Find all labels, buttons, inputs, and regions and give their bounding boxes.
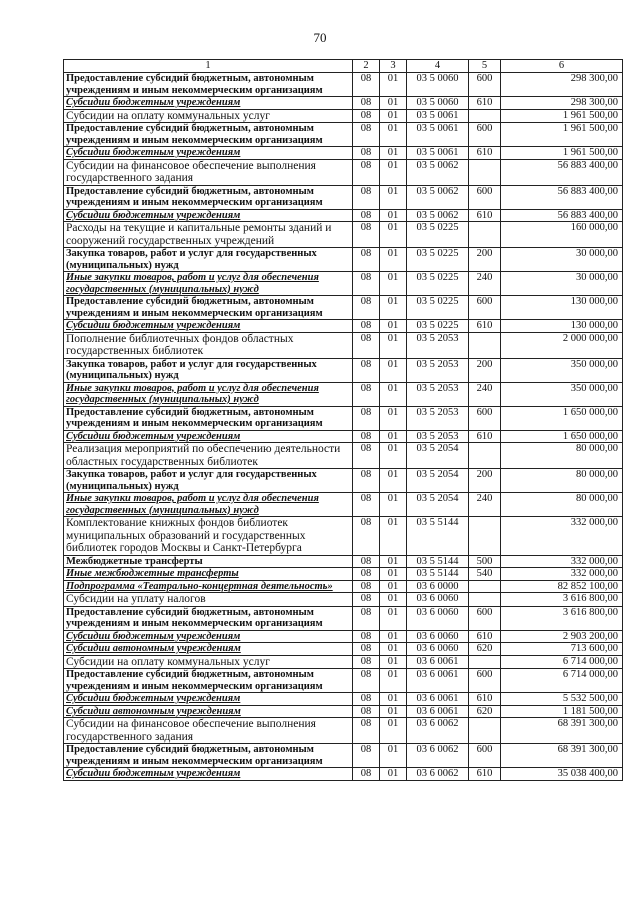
expense-type-code: 240 [469,272,501,296]
section-code: 08 [353,643,380,656]
section-code: 08 [353,705,380,718]
expense-type-code: 610 [469,97,501,110]
table-row [64,123,623,147]
target-article-code: 03 6 0062 [407,744,469,768]
row-name: Межбюджетные трансферты [64,555,353,568]
subsection-code: 01 [380,469,407,493]
row-name: Подпрограмма «Театрально-концертная деятельность» [64,580,353,593]
page-number: 70 [313,30,327,45]
row-name: Субсидии автономным учреждениям [64,705,353,718]
target-article-code: 03 5 2053 [407,406,469,430]
target-article-code: 03 5 0225 [407,296,469,320]
target-article-code: 03 5 0062 [407,159,469,185]
amount: 1 961 500,00 [501,109,623,123]
amount: 1 181 500,00 [501,705,623,718]
expense-type-code: 600 [469,744,501,768]
row-name: Субсидии на уплату налогов [64,593,353,607]
section-code: 08 [353,469,380,493]
target-article-code: 03 5 2053 [407,358,469,382]
section-code: 08 [353,655,380,669]
expense-type-code [469,222,501,248]
target-article-code: 03 6 0062 [407,768,469,781]
subsection-code: 01 [380,222,407,248]
expense-type-code [469,718,501,744]
amount: 56 883 400,00 [501,159,623,185]
subsection-code: 01 [380,73,407,97]
column-header-1: 1 [64,60,353,73]
row-name: Субсидии бюджетным учреждениям [64,630,353,643]
row-name: Предоставление субсидий бюджетным, автономным учреждениям и иным некоммерческим организациям [64,296,353,320]
table-row [64,568,623,581]
row-name: Реализация мероприятий по обеспечению деятельности областных государственных библиотек [64,443,353,469]
table-row [64,97,623,110]
amount: 1 650 000,00 [501,430,623,443]
amount: 80 000,00 [501,493,623,517]
target-article-code: 03 5 2054 [407,469,469,493]
subsection-code: 01 [380,493,407,517]
table-row [64,109,623,123]
target-article-code: 03 5 0060 [407,97,469,110]
section-code: 08 [353,555,380,568]
column-header-4: 4 [407,60,469,73]
section-code: 08 [353,159,380,185]
expense-type-code: 600 [469,669,501,693]
target-article-code: 03 6 0061 [407,705,469,718]
subsection-code: 01 [380,744,407,768]
subsection-code: 01 [380,332,407,358]
target-article-code: 03 5 0060 [407,73,469,97]
row-name: Иные закупки товаров, работ и услуг для обеспечения государственных (муниципальных) нужд [64,272,353,296]
row-name: Субсидии на оплату коммунальных услуг [64,655,353,669]
table-row [64,669,623,693]
target-article-code: 03 5 5144 [407,517,469,556]
section-code: 08 [353,693,380,706]
table-row [64,768,623,781]
row-name: Субсидии автономным учреждениям [64,643,353,656]
column-header-3: 3 [380,60,407,73]
amount: 2 903 200,00 [501,630,623,643]
subsection-code: 01 [380,580,407,593]
table-row [64,272,623,296]
column-header-6: 6 [501,60,623,73]
section-code: 08 [353,606,380,630]
amount: 350 000,00 [501,382,623,406]
expense-type-code [469,655,501,669]
expense-type-code: 610 [469,430,501,443]
subsection-code: 01 [380,109,407,123]
expense-type-code: 600 [469,406,501,430]
row-name: Пополнение библиотечных фондов областных государственных библиотек [64,332,353,358]
amount: 3 616 800,00 [501,606,623,630]
table-row [64,469,623,493]
row-name: Предоставление субсидий бюджетным, автономным учреждениям и иным некоммерческим организациям [64,123,353,147]
amount: 82 852 100,00 [501,580,623,593]
section-code: 08 [353,430,380,443]
table-row [64,555,623,568]
amount: 30 000,00 [501,248,623,272]
table-row [64,443,623,469]
table-row [64,222,623,248]
amount: 130 000,00 [501,296,623,320]
subsection-code: 01 [380,568,407,581]
row-name: Закупка товаров, работ и услуг для государственных (муниципальных) нужд [64,469,353,493]
expense-type-code: 600 [469,185,501,209]
target-article-code: 03 6 0000 [407,580,469,593]
section-code: 08 [353,73,380,97]
subsection-code: 01 [380,272,407,296]
table-row [64,430,623,443]
target-article-code: 03 5 0061 [407,123,469,147]
table-row [64,320,623,333]
amount: 56 883 400,00 [501,185,623,209]
row-name: Комплектование книжных фондов библиотек муниципальных образований и государственных библиотек городов Москвы и Санкт-Петербурга [64,517,353,556]
amount: 350 000,00 [501,358,623,382]
amount: 1 650 000,00 [501,406,623,430]
expense-type-code: 610 [469,693,501,706]
expense-type-code: 610 [469,630,501,643]
expense-type-code: 200 [469,248,501,272]
subsection-code: 01 [380,97,407,110]
expense-type-code: 600 [469,123,501,147]
target-article-code: 03 6 0061 [407,693,469,706]
row-name: Субсидии на финансовое обеспечение выполнения государственного задания [64,159,353,185]
subsection-code: 01 [380,358,407,382]
expense-type-code: 600 [469,296,501,320]
subsection-code: 01 [380,718,407,744]
amount: 332 000,00 [501,555,623,568]
expense-type-code: 240 [469,493,501,517]
section-code: 08 [353,222,380,248]
budget-table [63,59,623,781]
subsection-code: 01 [380,296,407,320]
section-code: 08 [353,669,380,693]
section-code: 08 [353,744,380,768]
table-row [64,296,623,320]
table-row [64,606,623,630]
section-code: 08 [353,493,380,517]
row-name: Субсидии бюджетным учреждениям [64,97,353,110]
section-code: 08 [353,718,380,744]
target-article-code: 03 6 0060 [407,593,469,607]
section-code: 08 [353,272,380,296]
section-code: 08 [353,296,380,320]
amount: 6 714 000,00 [501,669,623,693]
expense-type-code: 620 [469,643,501,656]
amount: 298 300,00 [501,97,623,110]
table-row [64,643,623,656]
row-name: Закупка товаров, работ и услуг для государственных (муниципальных) нужд [64,358,353,382]
subsection-code: 01 [380,643,407,656]
table-row [64,493,623,517]
subsection-code: 01 [380,406,407,430]
subsection-code: 01 [380,185,407,209]
row-name: Закупка товаров, работ и услуг для государственных (муниципальных) нужд [64,248,353,272]
row-name: Субсидии на финансовое обеспечение выполнения государственного задания [64,718,353,744]
section-code: 08 [353,332,380,358]
subsection-code: 01 [380,382,407,406]
target-article-code: 03 5 2053 [407,332,469,358]
target-article-code: 03 5 0225 [407,320,469,333]
expense-type-code: 610 [469,768,501,781]
row-name: Иные межбюджетные трансферты [64,568,353,581]
subsection-code: 01 [380,209,407,222]
target-article-code: 03 5 0225 [407,248,469,272]
target-article-code: 03 5 2053 [407,430,469,443]
section-code: 08 [353,358,380,382]
expense-type-code [469,443,501,469]
subsection-code: 01 [380,593,407,607]
amount: 56 883 400,00 [501,209,623,222]
column-header-5: 5 [469,60,501,73]
table-row [64,655,623,669]
row-name: Предоставление субсидий бюджетным, автономным учреждениям и иным некоммерческим организациям [64,744,353,768]
table-row [64,593,623,607]
amount: 68 391 300,00 [501,744,623,768]
subsection-code: 01 [380,693,407,706]
section-code: 08 [353,185,380,209]
subsection-code: 01 [380,768,407,781]
expense-type-code [469,159,501,185]
amount: 160 000,00 [501,222,623,248]
target-article-code: 03 6 0062 [407,718,469,744]
target-article-code: 03 5 0225 [407,222,469,248]
row-name: Иные закупки товаров, работ и услуг для обеспечения государственных (муниципальных) нужд [64,493,353,517]
section-code: 08 [353,209,380,222]
amount: 6 714 000,00 [501,655,623,669]
section-code: 08 [353,768,380,781]
expense-type-code: 610 [469,320,501,333]
amount: 130 000,00 [501,320,623,333]
table-row [64,185,623,209]
expense-type-code: 500 [469,555,501,568]
subsection-code: 01 [380,159,407,185]
table-body [64,73,623,781]
subsection-code: 01 [380,669,407,693]
target-article-code: 03 5 5144 [407,568,469,581]
subsection-code: 01 [380,630,407,643]
row-name: Предоставление субсидий бюджетным, автономным учреждениям и иным некоммерческим организациям [64,669,353,693]
target-article-code: 03 5 0062 [407,185,469,209]
column-header-2: 2 [353,60,380,73]
table-row [64,580,623,593]
table-row [64,73,623,97]
table-row [64,382,623,406]
subsection-code: 01 [380,123,407,147]
expense-type-code: 540 [469,568,501,581]
subsection-code: 01 [380,555,407,568]
table-row [64,630,623,643]
section-code: 08 [353,248,380,272]
target-article-code: 03 6 0060 [407,630,469,643]
section-code: 08 [353,147,380,160]
amount: 1 961 500,00 [501,147,623,160]
amount: 35 038 400,00 [501,768,623,781]
section-code: 08 [353,123,380,147]
table-row [64,406,623,430]
expense-type-code [469,517,501,556]
section-code: 08 [353,443,380,469]
table-row [64,159,623,185]
target-article-code: 03 5 2053 [407,382,469,406]
row-name: Субсидии бюджетным учреждениям [64,693,353,706]
expense-type-code: 600 [469,73,501,97]
row-name: Предоставление субсидий бюджетным, автономным учреждениям и иным некоммерческим организациям [64,606,353,630]
section-code: 08 [353,580,380,593]
amount: 80 000,00 [501,469,623,493]
subsection-code: 01 [380,655,407,669]
target-article-code: 03 5 2054 [407,443,469,469]
amount: 80 000,00 [501,443,623,469]
target-article-code: 03 5 0061 [407,147,469,160]
row-name: Предоставление субсидий бюджетным, автономным учреждениям и иным некоммерческим организациям [64,185,353,209]
table-row [64,693,623,706]
table-row [64,332,623,358]
row-name: Расходы на текущие и капитальные ремонты зданий и сооружений государственных учреждений [64,222,353,248]
expense-type-code: 610 [469,147,501,160]
expense-type-code [469,109,501,123]
amount: 68 391 300,00 [501,718,623,744]
amount: 1 961 500,00 [501,123,623,147]
target-article-code: 03 6 0061 [407,669,469,693]
row-name: Субсидии бюджетным учреждениям [64,209,353,222]
table-row [64,718,623,744]
subsection-code: 01 [380,705,407,718]
expense-type-code [469,580,501,593]
row-name: Субсидии бюджетным учреждениям [64,320,353,333]
amount: 30 000,00 [501,272,623,296]
expense-type-code [469,593,501,607]
section-code: 08 [353,517,380,556]
expense-type-code: 600 [469,606,501,630]
target-article-code: 03 5 0062 [407,209,469,222]
amount: 3 616 800,00 [501,593,623,607]
subsection-code: 01 [380,248,407,272]
table-row [64,248,623,272]
subsection-code: 01 [380,443,407,469]
subsection-code: 01 [380,320,407,333]
expense-type-code: 200 [469,469,501,493]
target-article-code: 03 5 0225 [407,272,469,296]
section-code: 08 [353,320,380,333]
table-header-row [64,60,623,73]
amount: 332 000,00 [501,568,623,581]
expense-type-code: 200 [469,358,501,382]
target-article-code: 03 5 0061 [407,109,469,123]
amount: 713 600,00 [501,643,623,656]
expense-type-code [469,332,501,358]
section-code: 08 [353,630,380,643]
target-article-code: 03 5 2054 [407,493,469,517]
subsection-code: 01 [380,430,407,443]
row-name: Субсидии бюджетным учреждениям [64,147,353,160]
table-row [64,517,623,556]
table-row [64,209,623,222]
target-article-code: 03 6 0061 [407,655,469,669]
expense-type-code: 610 [469,209,501,222]
section-code: 08 [353,97,380,110]
row-name: Субсидии бюджетным учреждениям [64,768,353,781]
section-code: 08 [353,109,380,123]
table-row [64,358,623,382]
row-name: Иные закупки товаров, работ и услуг для обеспечения государственных (муниципальных) нужд [64,382,353,406]
target-article-code: 03 6 0060 [407,643,469,656]
section-code: 08 [353,406,380,430]
amount: 332 000,00 [501,517,623,556]
subsection-code: 01 [380,517,407,556]
table-row [64,705,623,718]
target-article-code: 03 5 5144 [407,555,469,568]
subsection-code: 01 [380,147,407,160]
section-code: 08 [353,593,380,607]
row-name: Предоставление субсидий бюджетным, автономным учреждениям и иным некоммерческим организациям [64,406,353,430]
section-code: 08 [353,382,380,406]
row-name: Субсидии на оплату коммунальных услуг [64,109,353,123]
target-article-code: 03 6 0060 [407,606,469,630]
subsection-code: 01 [380,606,407,630]
amount: 5 532 500,00 [501,693,623,706]
amount: 2 000 000,00 [501,332,623,358]
row-name: Субсидии бюджетным учреждениям [64,430,353,443]
expense-type-code: 240 [469,382,501,406]
table-row [64,147,623,160]
amount: 298 300,00 [501,73,623,97]
section-code: 08 [353,568,380,581]
expense-type-code: 620 [469,705,501,718]
row-name: Предоставление субсидий бюджетным, автономным учреждениям и иным некоммерческим организациям [64,73,353,97]
table-row [64,744,623,768]
